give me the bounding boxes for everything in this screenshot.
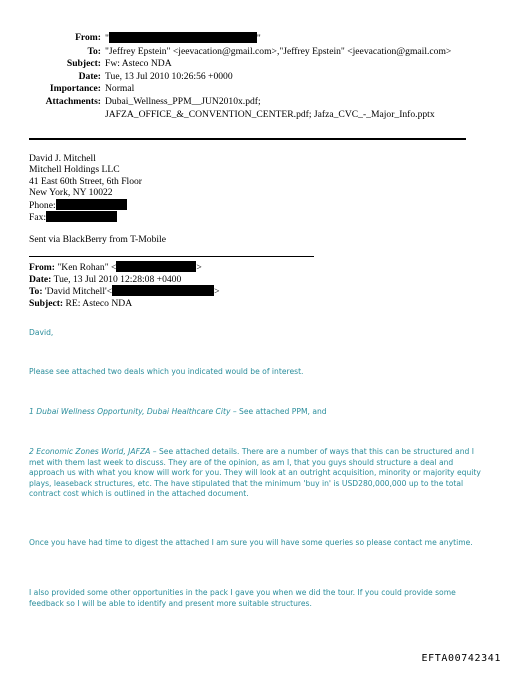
fwd-date-row: Date: Tue, 13 Jul 2010 12:28:08 +0400 xyxy=(29,273,182,285)
greeting: David, xyxy=(29,328,54,337)
date-label: Date: xyxy=(78,70,101,82)
subject-value: Fw: Asteco NDA xyxy=(105,58,172,70)
sent-via-line: Sent via BlackBerry from T-Mobile xyxy=(29,234,166,245)
date-value: Tue, 13 Jul 2010 10:26:56 +0000 xyxy=(105,70,233,82)
importance-value: Normal xyxy=(105,83,135,95)
forward-divider xyxy=(29,256,314,257)
subject-row xyxy=(20,58,490,71)
attachments-label: Attachments: xyxy=(45,95,101,107)
signature-phone: Phone: xyxy=(29,199,142,211)
fwd-to-row: To: 'David Mitchell'< > xyxy=(29,286,220,298)
redaction xyxy=(46,211,117,222)
signature-company: Mitchell Holdings LLC xyxy=(29,164,120,176)
body-paragraph-4: Once you have had time to digest the attached I am sure you will have some queries so please contact me anytime. xyxy=(29,538,473,547)
body-paragraph-5: I also provided some other opportunities in the pack I gave you when we did the tour. If you could provide some feedback so I will be able to identify and present more suitable structures. xyxy=(29,588,456,608)
importance-label: Importance: xyxy=(49,83,101,95)
attachments-list xyxy=(105,96,435,121)
signature-fax: Fax: xyxy=(29,211,142,223)
from-row xyxy=(20,32,490,46)
redaction xyxy=(56,199,127,210)
header-divider xyxy=(29,138,466,140)
redaction xyxy=(109,32,257,43)
date-row xyxy=(20,71,490,84)
importance-row xyxy=(20,83,490,96)
body-paragraph-3: 2 Economic Zones World, JAFZA – See attached details. There are a number of ways that this can be structured and I met with them last week to discuss. They are of the opinion, as am I, that you guys should structure a deal and approach us with what you know will work for you. They will look at an outright acquisition, minority or majority equity plays, leaseback structures, etc. The have stipulated that the minimum 'buy in' is USD280,000,000 up to the total contract cost which is outlined in the attached document. xyxy=(29,447,481,499)
from-value: " " xyxy=(105,33,261,44)
signature-address-2: New York, NY 10022 xyxy=(29,187,113,199)
body-paragraph-1: Please see attached two deals which you indicated would be of interest. xyxy=(29,367,304,376)
to-label: To: xyxy=(87,45,101,57)
forwarded-header xyxy=(29,261,220,309)
redaction xyxy=(112,285,214,296)
from-label: From: xyxy=(75,32,101,43)
to-row xyxy=(20,46,490,59)
signature-block xyxy=(29,153,142,223)
redaction xyxy=(116,261,196,272)
email-header xyxy=(20,32,490,121)
attachment-line-1: Dubai_Wellness_PPM__JUN2010x.pdf; xyxy=(105,95,261,107)
attachment-line-2: JAFZA_OFFICE_&_CONVENTION_CENTER.pdf; Jafza_CVC_-_Major_Info.pptx xyxy=(105,108,435,120)
attachments-row xyxy=(20,96,490,121)
to-value: "Jeffrey Epstein" <jeevacation@gmail.com>,"Jeffrey Epstein" <jeevacation@gmail.com> xyxy=(105,45,452,57)
signature-name: David J. Mitchell xyxy=(29,153,96,164)
subject-label: Subject: xyxy=(66,58,101,70)
signature-address-1: 41 East 60th Street, 6th Floor xyxy=(29,175,142,187)
fwd-subject-row: Subject: RE: Asteco NDA xyxy=(29,297,133,309)
bates-number: EFTA00742341 xyxy=(421,653,501,664)
fwd-from-row: From: "Ken Rohan" < > xyxy=(29,262,202,273)
body-paragraph-2: 1 Dubai Wellness Opportunity, Dubai Healthcare City – See attached PPM, and xyxy=(29,407,327,416)
